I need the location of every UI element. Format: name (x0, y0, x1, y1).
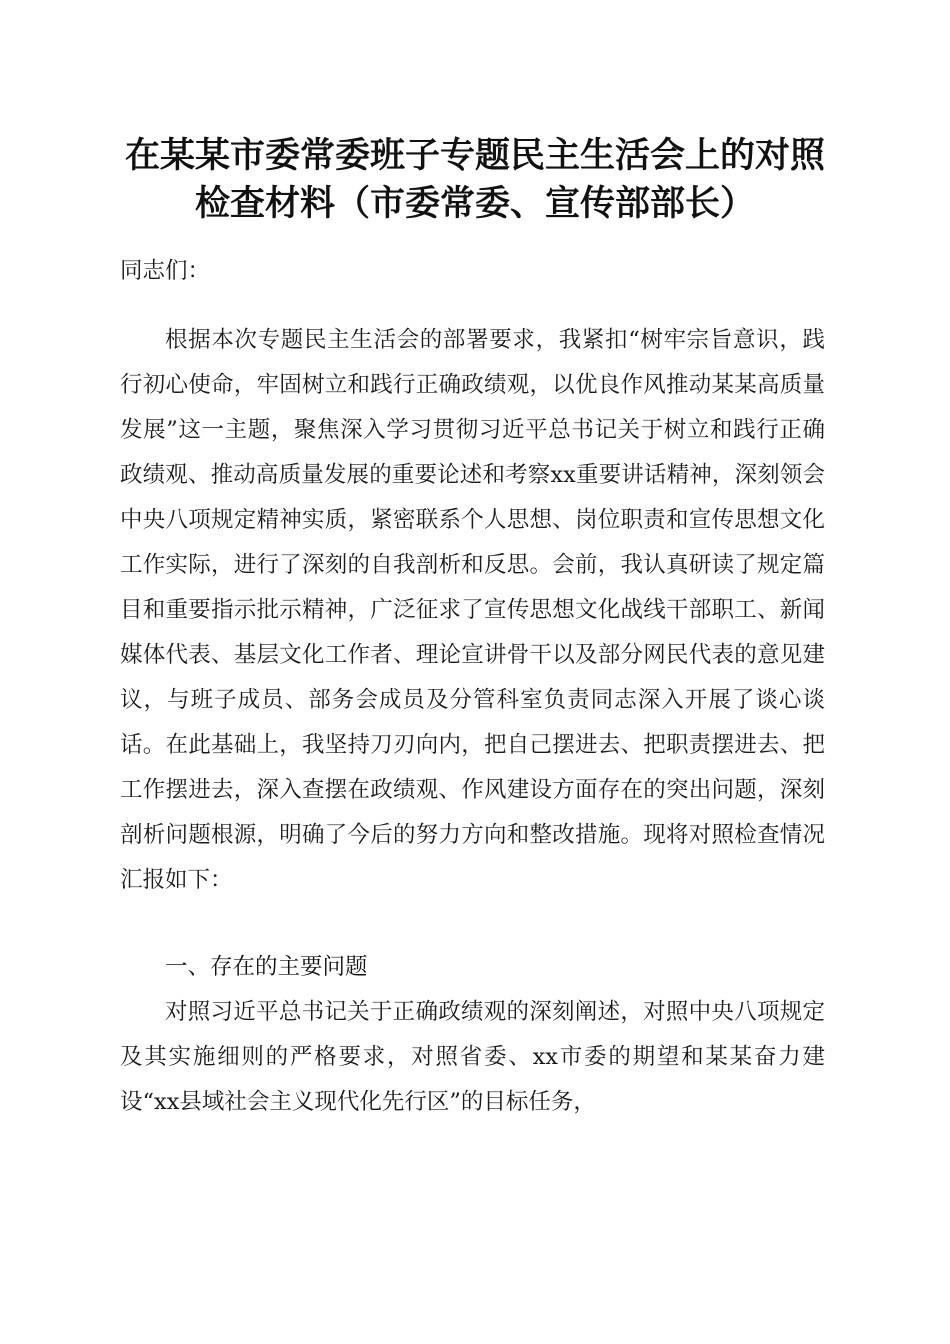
salutation: 同志们： (120, 258, 211, 284)
body-paragraph-2-container (120, 990, 825, 1125)
title-line-2: 检查材料（市委常委、宣传部部长） (194, 183, 755, 224)
section-heading-1: 一、存在的主要问题 (165, 954, 368, 980)
body-paragraph-2: 对照习近平总书记关于正确政绩观的深刻阐述，对照中央八项规定及其实施细则的严格要求，对照省委、xx市委的期望和某某奋力建设“xx县域社会主义现代化先行区”的目标任务， (120, 999, 825, 1115)
document-title (100, 132, 850, 228)
title-line-1: 在某某市委常委班子专题民主生活会上的对照 (124, 135, 825, 176)
body-paragraph-1-container (120, 318, 825, 903)
body-paragraph-1: 根据本次专题民主生活会的部署要求，我紧扣“树牢宗旨意识，践行初心使命，牢固树立和践行正确政绩观，以优良作风推动某某高质量发展”这一主题，聚焦深入学习贯彻习近平总书记关于树立和践行正确政绩观、推动高质量发展的重要论述和考察xx重要讲话精神，深刻领会中央八项规定精神实质，紧密联系个人思想、岗位职责和宣传思想文化工作实际，进行了深刻的自我剖析和反思。会前，我认真研读了规定篇目和重要指示批示精神，广泛征求了宣传思想文化战线干部职工、新闻媒体代表、基层文化工作者、理论宣讲骨干以及部分网民代表的意见建议，与班子成员、部务会成员及分管科室负责同志深入开展了谈心谈话。在此基础上，我坚持刀刃向内，把自己摆进去、把职责摆进去、把工作摆进去，深入查摆在政绩观、作风建设方面存在的突出问题，深刻剖析问题根源，明确了今后的努力方向和整改措施。现将对照检查情况汇报如下： (120, 327, 825, 893)
